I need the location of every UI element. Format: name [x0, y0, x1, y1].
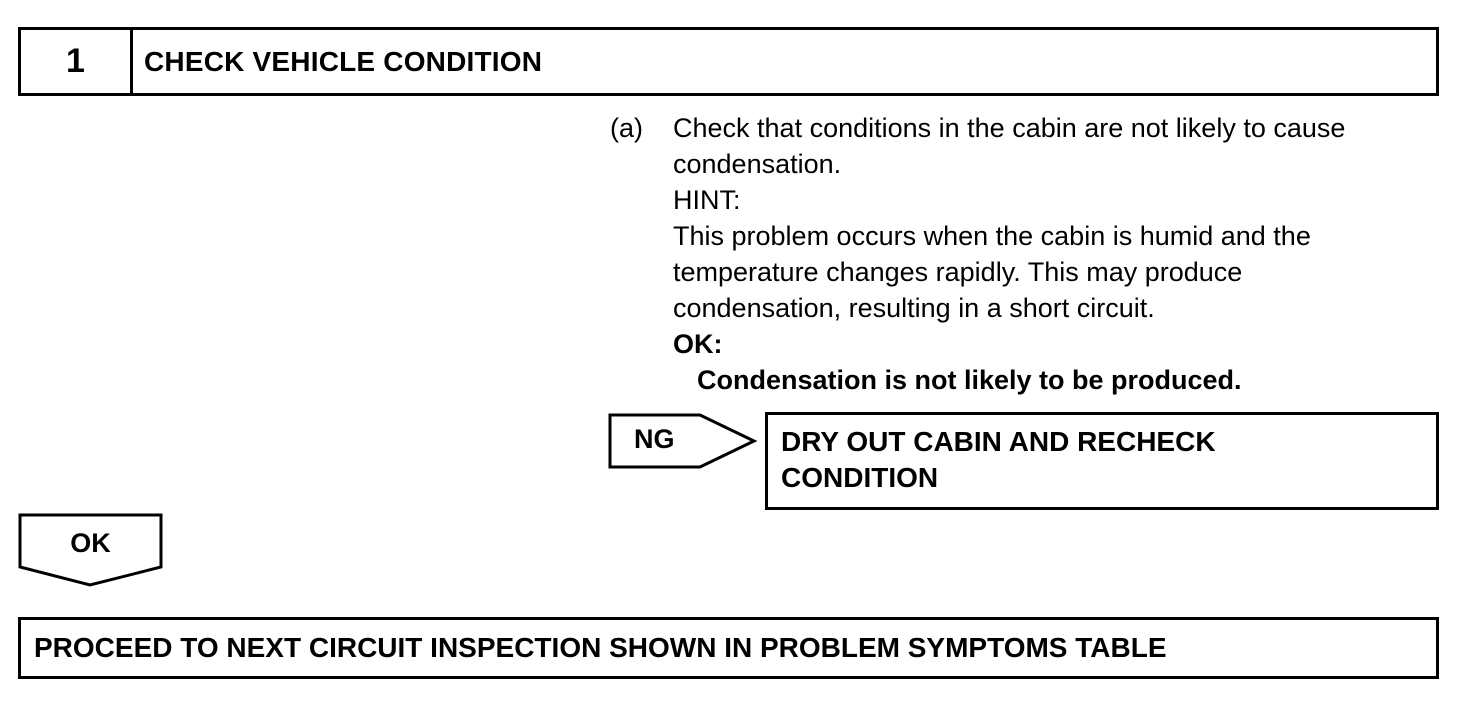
instruction-line: Check that conditions in the cabin are not likely to cause [673, 113, 1346, 143]
hint-line: temperature changes rapidly. This may produce [673, 257, 1243, 287]
ng-result-line: CONDITION [781, 462, 939, 493]
instruction-body [673, 110, 1453, 398]
ok-branch-label: OK [70, 528, 111, 558]
step-header [18, 27, 1439, 96]
hint-label: HINT: [673, 185, 741, 215]
ng-result-box [765, 412, 1439, 510]
ng-label: NG [634, 424, 675, 454]
ng-result-line: DRY OUT CABIN AND RECHECK [781, 426, 1216, 457]
instruction-label: (a) [610, 113, 643, 143]
ok-criterion: Condensation is not likely to be produced. [697, 365, 1242, 395]
instruction-line: condensation. [673, 149, 842, 179]
hint-line: condensation, resulting in a short circuit. [673, 293, 1155, 323]
hint-line: This problem occurs when the cabin is humid and the [673, 221, 1311, 251]
step-number: 1 [21, 30, 133, 93]
step-title: CHECK VEHICLE CONDITION [144, 45, 543, 77]
ng-arrow-icon [608, 413, 760, 469]
final-action-box: PROCEED TO NEXT CIRCUIT INSPECTION SHOWN IN PROBLEM SYMPTOMS TABLE [18, 617, 1439, 679]
ok-label: OK: [673, 329, 723, 359]
